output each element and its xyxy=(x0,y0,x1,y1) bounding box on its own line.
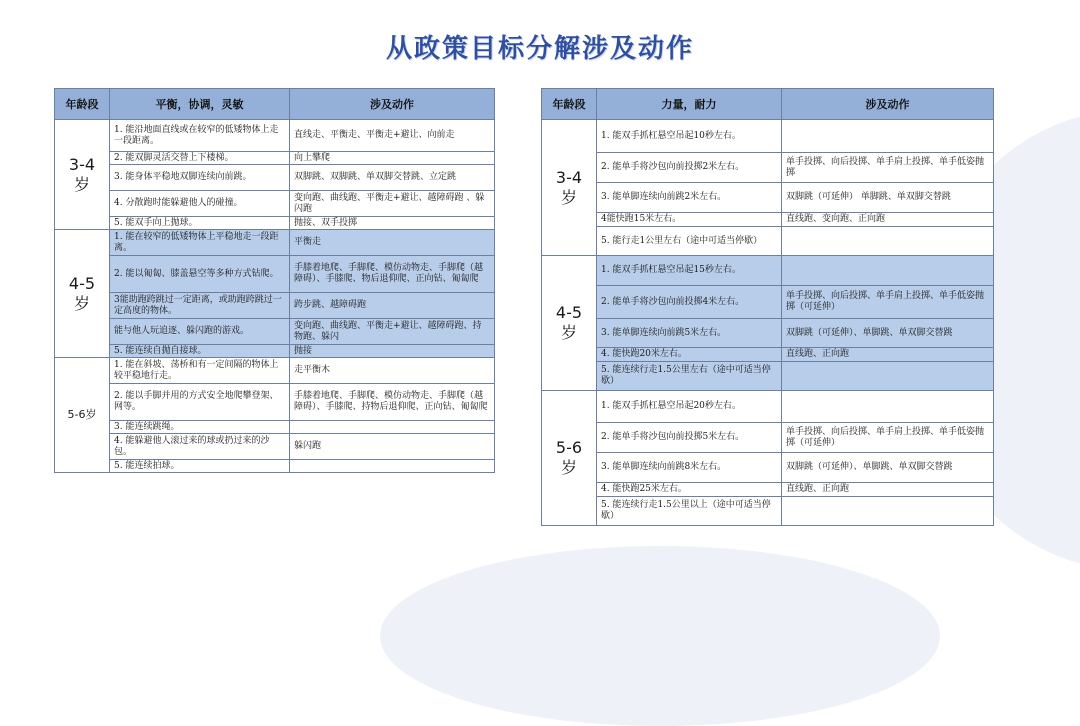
actions-cell xyxy=(782,120,994,153)
goal-cell: 1. 能双手抓杠悬空吊起15秒左右。 xyxy=(597,256,782,286)
table-row xyxy=(55,293,495,319)
actions-cell xyxy=(782,391,994,423)
table-row xyxy=(542,120,994,153)
table-row xyxy=(55,421,495,434)
goal-cell: 5. 能双手向上抛球。 xyxy=(110,217,290,230)
actions-cell xyxy=(782,256,994,286)
table-row xyxy=(542,391,994,423)
goal-cell: 3. 能单脚连续向前跳5米左右。 xyxy=(597,319,782,348)
actions-cell: 抛接、双手投掷 xyxy=(290,217,495,230)
actions-cell: 变向跑、曲线跑、平衡走+避让、越障碍跑、持物跑、躲闪 xyxy=(290,319,495,345)
right-header-age: 年龄段 xyxy=(542,89,597,120)
actions-cell: 双脚跳（可延伸）、单脚跳、单双脚交替跳 xyxy=(782,319,994,348)
table-row xyxy=(542,362,994,391)
goal-cell: 1. 能在较窄的低矮物体上平稳地走一段距离。 xyxy=(110,230,290,256)
table-row xyxy=(55,384,495,421)
actions-cell: 向上攀爬 xyxy=(290,152,495,165)
age-group-cell: 4-5 岁 xyxy=(542,256,597,391)
actions-cell: 抛接 xyxy=(290,345,495,358)
table-row xyxy=(542,348,994,362)
left-table-balance-coordination xyxy=(54,88,495,473)
actions-cell xyxy=(782,497,994,526)
table-row xyxy=(55,217,495,230)
left-header-actions: 涉及动作 xyxy=(290,89,495,120)
age-group-cell: 5-6 岁 xyxy=(542,391,597,526)
goal-cell: 2. 能单手将沙包向前投掷5米左右。 xyxy=(597,423,782,453)
table-row xyxy=(542,286,994,319)
table-row xyxy=(55,319,495,345)
actions-cell: 直线跑、正向跑 xyxy=(782,483,994,497)
table-row xyxy=(542,483,994,497)
actions-cell xyxy=(782,227,994,256)
table-row xyxy=(542,497,994,526)
table-row xyxy=(55,230,495,256)
table-row xyxy=(55,256,495,293)
goal-cell: 1. 能沿地面直线或在较窄的低矮物体上走一段距离。 xyxy=(110,120,290,152)
actions-cell: 变向跑、曲线跑、平衡走+避让、越障碍跑 、躲闪跑 xyxy=(290,191,495,217)
age-group-cell: 3-4 岁 xyxy=(542,120,597,256)
goal-cell: 3. 能单脚连续向前跳8米左右。 xyxy=(597,453,782,483)
table-row xyxy=(55,345,495,358)
goal-cell: 1. 能双手抓杠悬空吊起10秒左右。 xyxy=(597,120,782,153)
left-header-goal: 平衡，协调，灵敏 xyxy=(110,89,290,120)
actions-cell: 躲闪跑 xyxy=(290,434,495,460)
goal-cell: 4能快跑15米左右。 xyxy=(597,213,782,227)
goal-cell: 2. 能单手将沙包向前投掷4米左右。 xyxy=(597,286,782,319)
table-row xyxy=(542,183,994,213)
goal-cell: 4. 能躲避他人滚过来的球或扔过来的沙包。 xyxy=(110,434,290,460)
actions-cell: 手膝着地爬、手脚爬、模仿动物走、手脚爬（越障碍）、手膝爬、持物后退仰爬、正向钻、匍匐爬 xyxy=(290,384,495,421)
goal-cell: 能与他人玩追逐、躲闪跑的游戏。 xyxy=(110,319,290,345)
goal-cell: 1. 能双手抓杠悬空吊起20秒左右。 xyxy=(597,391,782,423)
goal-cell: 1. 能在斜坡、荡桥和有一定间隔的物体上较平稳地行走。 xyxy=(110,358,290,384)
age-group-cell: 3-4 岁 xyxy=(55,120,110,230)
table-row xyxy=(55,460,495,473)
table-row xyxy=(542,453,994,483)
right-header-goal: 力量，耐力 xyxy=(597,89,782,120)
actions-cell: 跨步跳、越障碍跑 xyxy=(290,293,495,319)
table-row xyxy=(55,358,495,384)
goal-cell: 5. 能连续行走1.5公里左右（途中可适当停歇） xyxy=(597,362,782,391)
actions-cell xyxy=(290,460,495,473)
goal-cell: 5. 能连续自抛自接球。 xyxy=(110,345,290,358)
right-table-header-row xyxy=(542,89,994,120)
page-title: 从政策目标分解涉及动作 xyxy=(385,34,694,64)
actions-cell: 单手投掷、向后投掷、单手肩上投掷、单手低姿抛掷（可延伸） xyxy=(782,423,994,453)
goal-cell: 2. 能以匍匐、膝盖悬空等多种方式钻爬。 xyxy=(110,256,290,293)
goal-cell: 5. 能行走1公里左右（途中可适当停歇） xyxy=(597,227,782,256)
goal-cell: 3能助跑跨跳过一定距离，或助跑跨跳过一定高度的物体。 xyxy=(110,293,290,319)
actions-cell: 双脚跳（可延伸） 单脚跳、单双脚交替跳 xyxy=(782,183,994,213)
table-row xyxy=(55,165,495,191)
actions-cell: 直线跑、变向跑、正向跑 xyxy=(782,213,994,227)
goal-cell: 3. 能连续跳绳。 xyxy=(110,421,290,434)
table-row xyxy=(55,152,495,165)
actions-cell xyxy=(290,421,495,434)
table-row xyxy=(542,153,994,183)
actions-cell: 双脚跳（可延伸）、单脚跳、单双脚交替跳 xyxy=(782,453,994,483)
age-group-cell: 5-6岁 xyxy=(55,358,110,473)
table-row xyxy=(542,256,994,286)
actions-cell xyxy=(782,362,994,391)
table-row xyxy=(55,434,495,460)
goal-cell: 4. 能快跑20米左右。 xyxy=(597,348,782,362)
goal-cell: 5. 能连续拍球。 xyxy=(110,460,290,473)
left-header-age: 年龄段 xyxy=(55,89,110,120)
right-header-actions: 涉及动作 xyxy=(782,89,994,120)
goal-cell: 2. 能以手脚并用的方式安全地爬攀登架、网等。 xyxy=(110,384,290,421)
actions-cell: 直线跑、正向跑 xyxy=(782,348,994,362)
goal-cell: 2. 能双脚灵活交替上下楼梯。 xyxy=(110,152,290,165)
table-row xyxy=(55,191,495,217)
right-table-strength-endurance xyxy=(541,88,994,526)
table-row xyxy=(542,227,994,256)
actions-cell: 走平衡木 xyxy=(290,358,495,384)
goal-cell: 4. 分散跑时能躲避他人的碰撞。 xyxy=(110,191,290,217)
table-row xyxy=(542,319,994,348)
actions-cell: 单手投掷、向后投掷、单手肩上投掷、单手低姿抛掷 xyxy=(782,153,994,183)
table-row xyxy=(542,213,994,227)
actions-cell: 手膝着地爬、手脚爬、模仿动物走、手脚爬（越障碍）、手膝爬、物后退仰爬、正向钻、匍匐爬 xyxy=(290,256,495,293)
age-group-cell: 4-5 岁 xyxy=(55,230,110,358)
table-row xyxy=(542,423,994,453)
actions-cell: 平衡走 xyxy=(290,230,495,256)
goal-cell: 5. 能连续行走1.5公里以上（途中可适当停歇） xyxy=(597,497,782,526)
goal-cell: 3. 能身体平稳地双脚连续向前跳。 xyxy=(110,165,290,191)
left-table-header-row xyxy=(55,89,495,120)
goal-cell: 3. 能单脚连续向前跳2米左右。 xyxy=(597,183,782,213)
actions-cell: 单手投掷、向后投掷、单手肩上投掷、单手低姿抛掷（可延伸） xyxy=(782,286,994,319)
goal-cell: 2. 能单手将沙包向前投掷2米左右。 xyxy=(597,153,782,183)
background-decoration-bottom xyxy=(380,546,940,726)
goal-cell: 4. 能快跑25米左右。 xyxy=(597,483,782,497)
table-row xyxy=(55,120,495,152)
actions-cell: 双脚跳、双脚跳、单双脚交替跳、立定跳 xyxy=(290,165,495,191)
actions-cell: 直线走、平衡走、平衡走+避让、向前走 xyxy=(290,120,495,152)
